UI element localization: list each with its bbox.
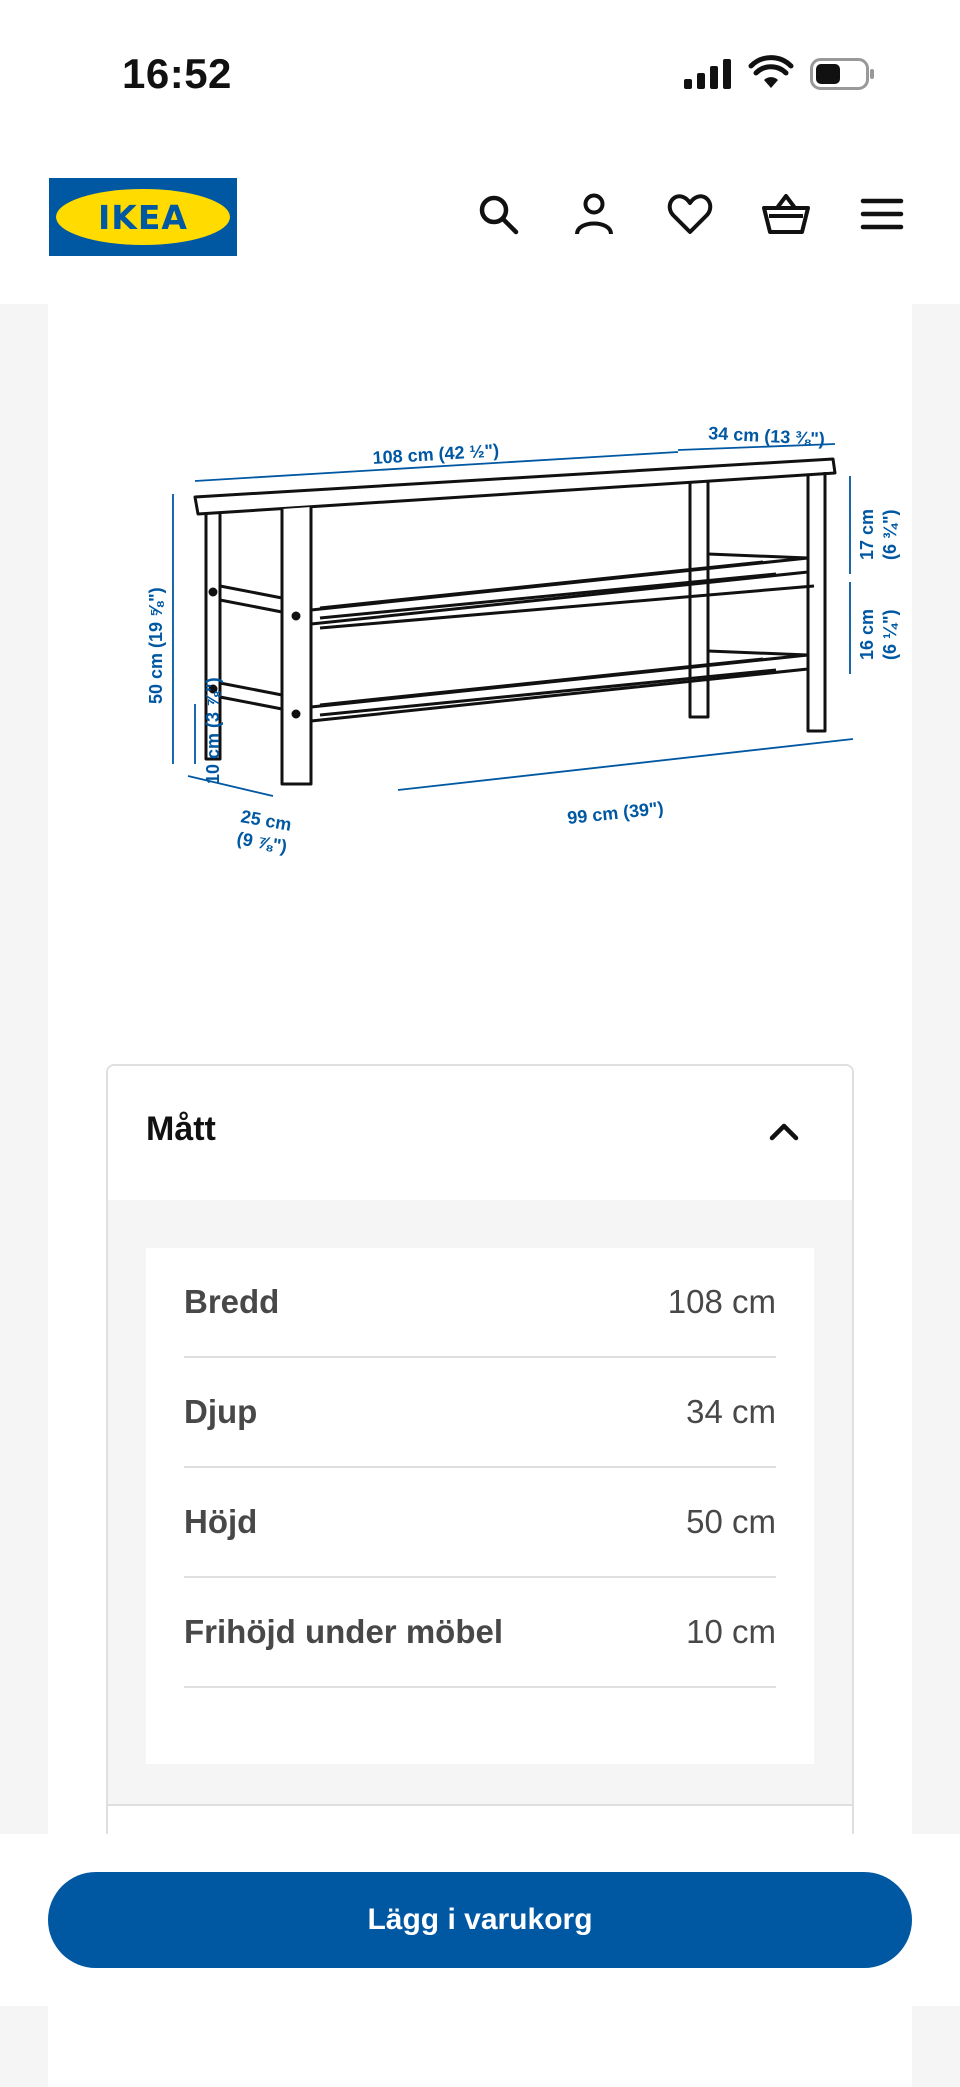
logo-text: IKEA (98, 197, 188, 237)
header-actions (474, 190, 906, 238)
dimension-value: 50 cm (686, 1503, 776, 1540)
wifi-icon (750, 58, 792, 95)
basket-icon[interactable] (762, 190, 810, 238)
dim-label-inner-width: 99 cm (39") (566, 797, 665, 828)
add-to-cart-button[interactable]: Lägg i varukorg (48, 1872, 912, 1968)
dim-label-shelf-gap-bottom-cm: 16 cm (857, 608, 877, 660)
dim-label-clearance: 10 cm (3 ⅞") (203, 677, 223, 784)
dimension-row-depth (184, 1358, 776, 1468)
search-icon[interactable] (474, 190, 522, 238)
dimension-value: 108 cm (667, 1283, 776, 1320)
accordion-body (108, 1200, 852, 1806)
battery-icon (810, 58, 876, 95)
product-content-below (48, 2006, 912, 2087)
product-content (48, 304, 912, 1834)
dim-label-shelf-gap-top-cm: 17 cm (857, 508, 877, 560)
status-time: 16:52 (122, 50, 232, 97)
dimension-value: 10 cm (686, 1613, 776, 1650)
status-bar (0, 0, 960, 150)
dimension-label: Höjd (184, 1503, 258, 1540)
dimension-label: Djup (184, 1393, 258, 1430)
dim-label-depth-bottom-cm: 25 cm (239, 806, 294, 835)
dimensions-accordion-header[interactable] (108, 1066, 852, 1200)
sticky-bottom-bar (0, 1834, 960, 2006)
site-header (0, 150, 960, 304)
status-icons (684, 58, 876, 95)
dim-label-shelf-gap-bottom-in: (6 ¼") (880, 609, 900, 660)
dimensions-accordion (106, 1064, 854, 1844)
dimension-label: Bredd (184, 1283, 280, 1320)
dimension-row-width (184, 1248, 776, 1358)
menu-icon[interactable] (858, 190, 906, 238)
ikea-logo[interactable] (49, 178, 237, 256)
dimension-diagram (108, 364, 928, 857)
dim-label-depth-top: 34 cm (13 ⅜") (707, 423, 826, 450)
dimension-value: 34 cm (686, 1393, 776, 1430)
account-icon[interactable] (570, 190, 618, 238)
logo-oval (56, 189, 230, 245)
accordion-divider (106, 1804, 854, 1806)
dimension-row-clearance (184, 1578, 776, 1688)
cellular-signal-icon (684, 59, 732, 94)
heart-icon[interactable] (666, 190, 714, 238)
page-gutter-left-bottom (0, 2006, 48, 2087)
dimension-label: Frihöjd under möbel (184, 1613, 503, 1650)
dim-label-depth-bottom-in: (9 ⅞") (235, 828, 289, 857)
dim-label-width-top: 108 cm (42 ½") (372, 440, 500, 468)
page-gutter-right-bottom (912, 2006, 960, 2087)
dim-label-height: 50 cm (19 ⅝") (146, 587, 166, 704)
dimensions-table (146, 1248, 814, 1764)
dimension-row-height (184, 1468, 776, 1578)
accordion-title: Mått (146, 1110, 216, 1148)
page-gutter-left (0, 304, 48, 1834)
dim-label-shelf-gap-top-in: (6 ¾") (880, 509, 900, 560)
chevron-up-icon[interactable] (766, 1114, 802, 1150)
